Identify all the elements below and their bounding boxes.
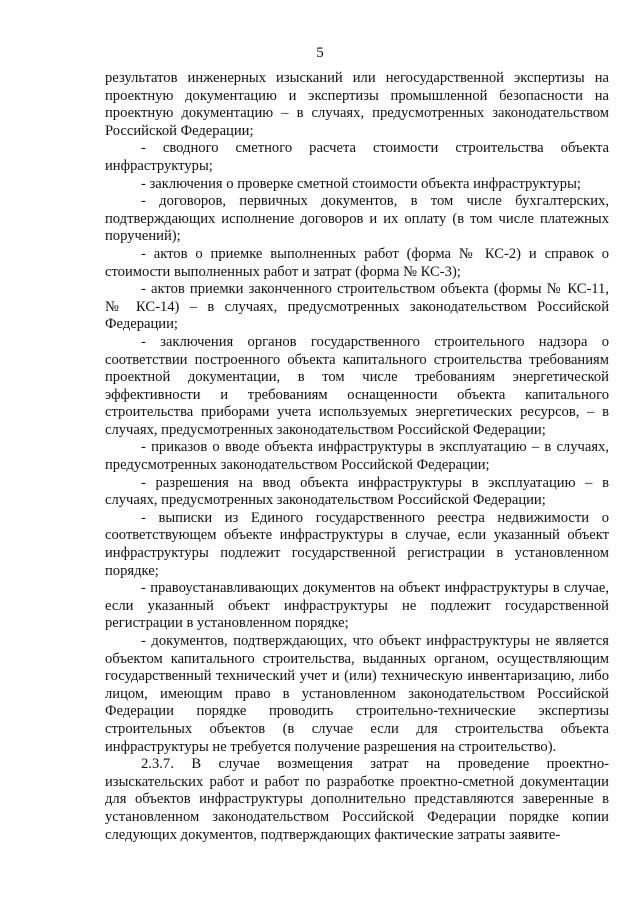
page-number: 5: [316, 45, 324, 61]
paragraph: результатов инженерных изысканий или негосударственной экспертизы на проектную документацию и экспертизы промышленной безопасности на проектную документацию – в случаях, предусмотренных законодательством Российской Федерации;: [105, 70, 609, 139]
paragraph: - выписки из Единого государственного реестра недвижимости о соответствующем объекте инфраструктуры в случае, если указанный объект инфраструктуры подлежит государственной регистрации в установленном порядке;: [105, 509, 609, 579]
paragraph: - договоров, первичных документов, в том числе бухгалтерских, подтверждающих исполнение договоров и их оплату (в том числе платежных поручений);: [105, 193, 609, 245]
paragraph: - заключения о проверке сметной стоимости объекта инфраструктуры;: [141, 175, 581, 192]
paragraph: 2.3.7. В случае возмещения затрат на проведение проектно-изыскательских работ и работ по разработке проектно-сметной документации для объектов инфраструктуры дополнительно представляются заверенные в установленном законодательством Российской Федерации порядке копии следующих документов, подтверждающих фактические затраты заявите-: [105, 756, 609, 843]
paragraph: - заключения органов государственного строительного надзора о соответствии построенного объекта капитального строительства требованиям проектной документации, в том числе требованиям энергетической эффективности и требованиям оснащенности объекта капитального строительства приборами учета используемых энергетических ресурсов, – в случаях, предусмотренных законодательством Российской Федерации;: [105, 333, 609, 438]
paragraph: - актов о приемке выполненных работ (форма № КС-2) и справок о стоимости выполненных работ и затрат (форма № КС-3);: [105, 245, 609, 280]
document-body: [105, 70, 609, 844]
paragraph: - приказов о вводе объекта инфраструктуры в эксплуатацию – в случаях, предусмотренных законодательством Российской Федерации;: [105, 439, 609, 474]
paragraph: - правоустанавливающих документов на объект инфраструктуры в случае, если указанный объект инфраструктуры не подлежит государственной регистрации в установленном порядке;: [105, 580, 609, 632]
paragraph: - документов, подтверждающих, что объект инфраструктуры не является объектом капитального строительства, выданных органом, осуществляющим государственный технический учет и (или) техническую инвентаризацию, либо лицом, имеющим право в установленном законодательством Российской Федерации порядке проводить строительно-технические экспертизы строительных объектов (в случае если для строительства объекта инфраструктуры не требуется получение разрешения на строительство).: [105, 633, 609, 755]
paragraph: - сводного сметного расчета стоимости строительства объекта инфраструктуры;: [105, 140, 609, 174]
paragraph: - разрешения на ввод объекта инфраструктуры в эксплуатацию – в случаях, предусмотренных законодательством Российской Федерации;: [105, 474, 609, 509]
paragraph: - актов приемки законченного строительством объекта (формы № КС-11, № КС-14) – в случаях, предусмотренных законодательством Российской Федерации;: [105, 281, 609, 333]
